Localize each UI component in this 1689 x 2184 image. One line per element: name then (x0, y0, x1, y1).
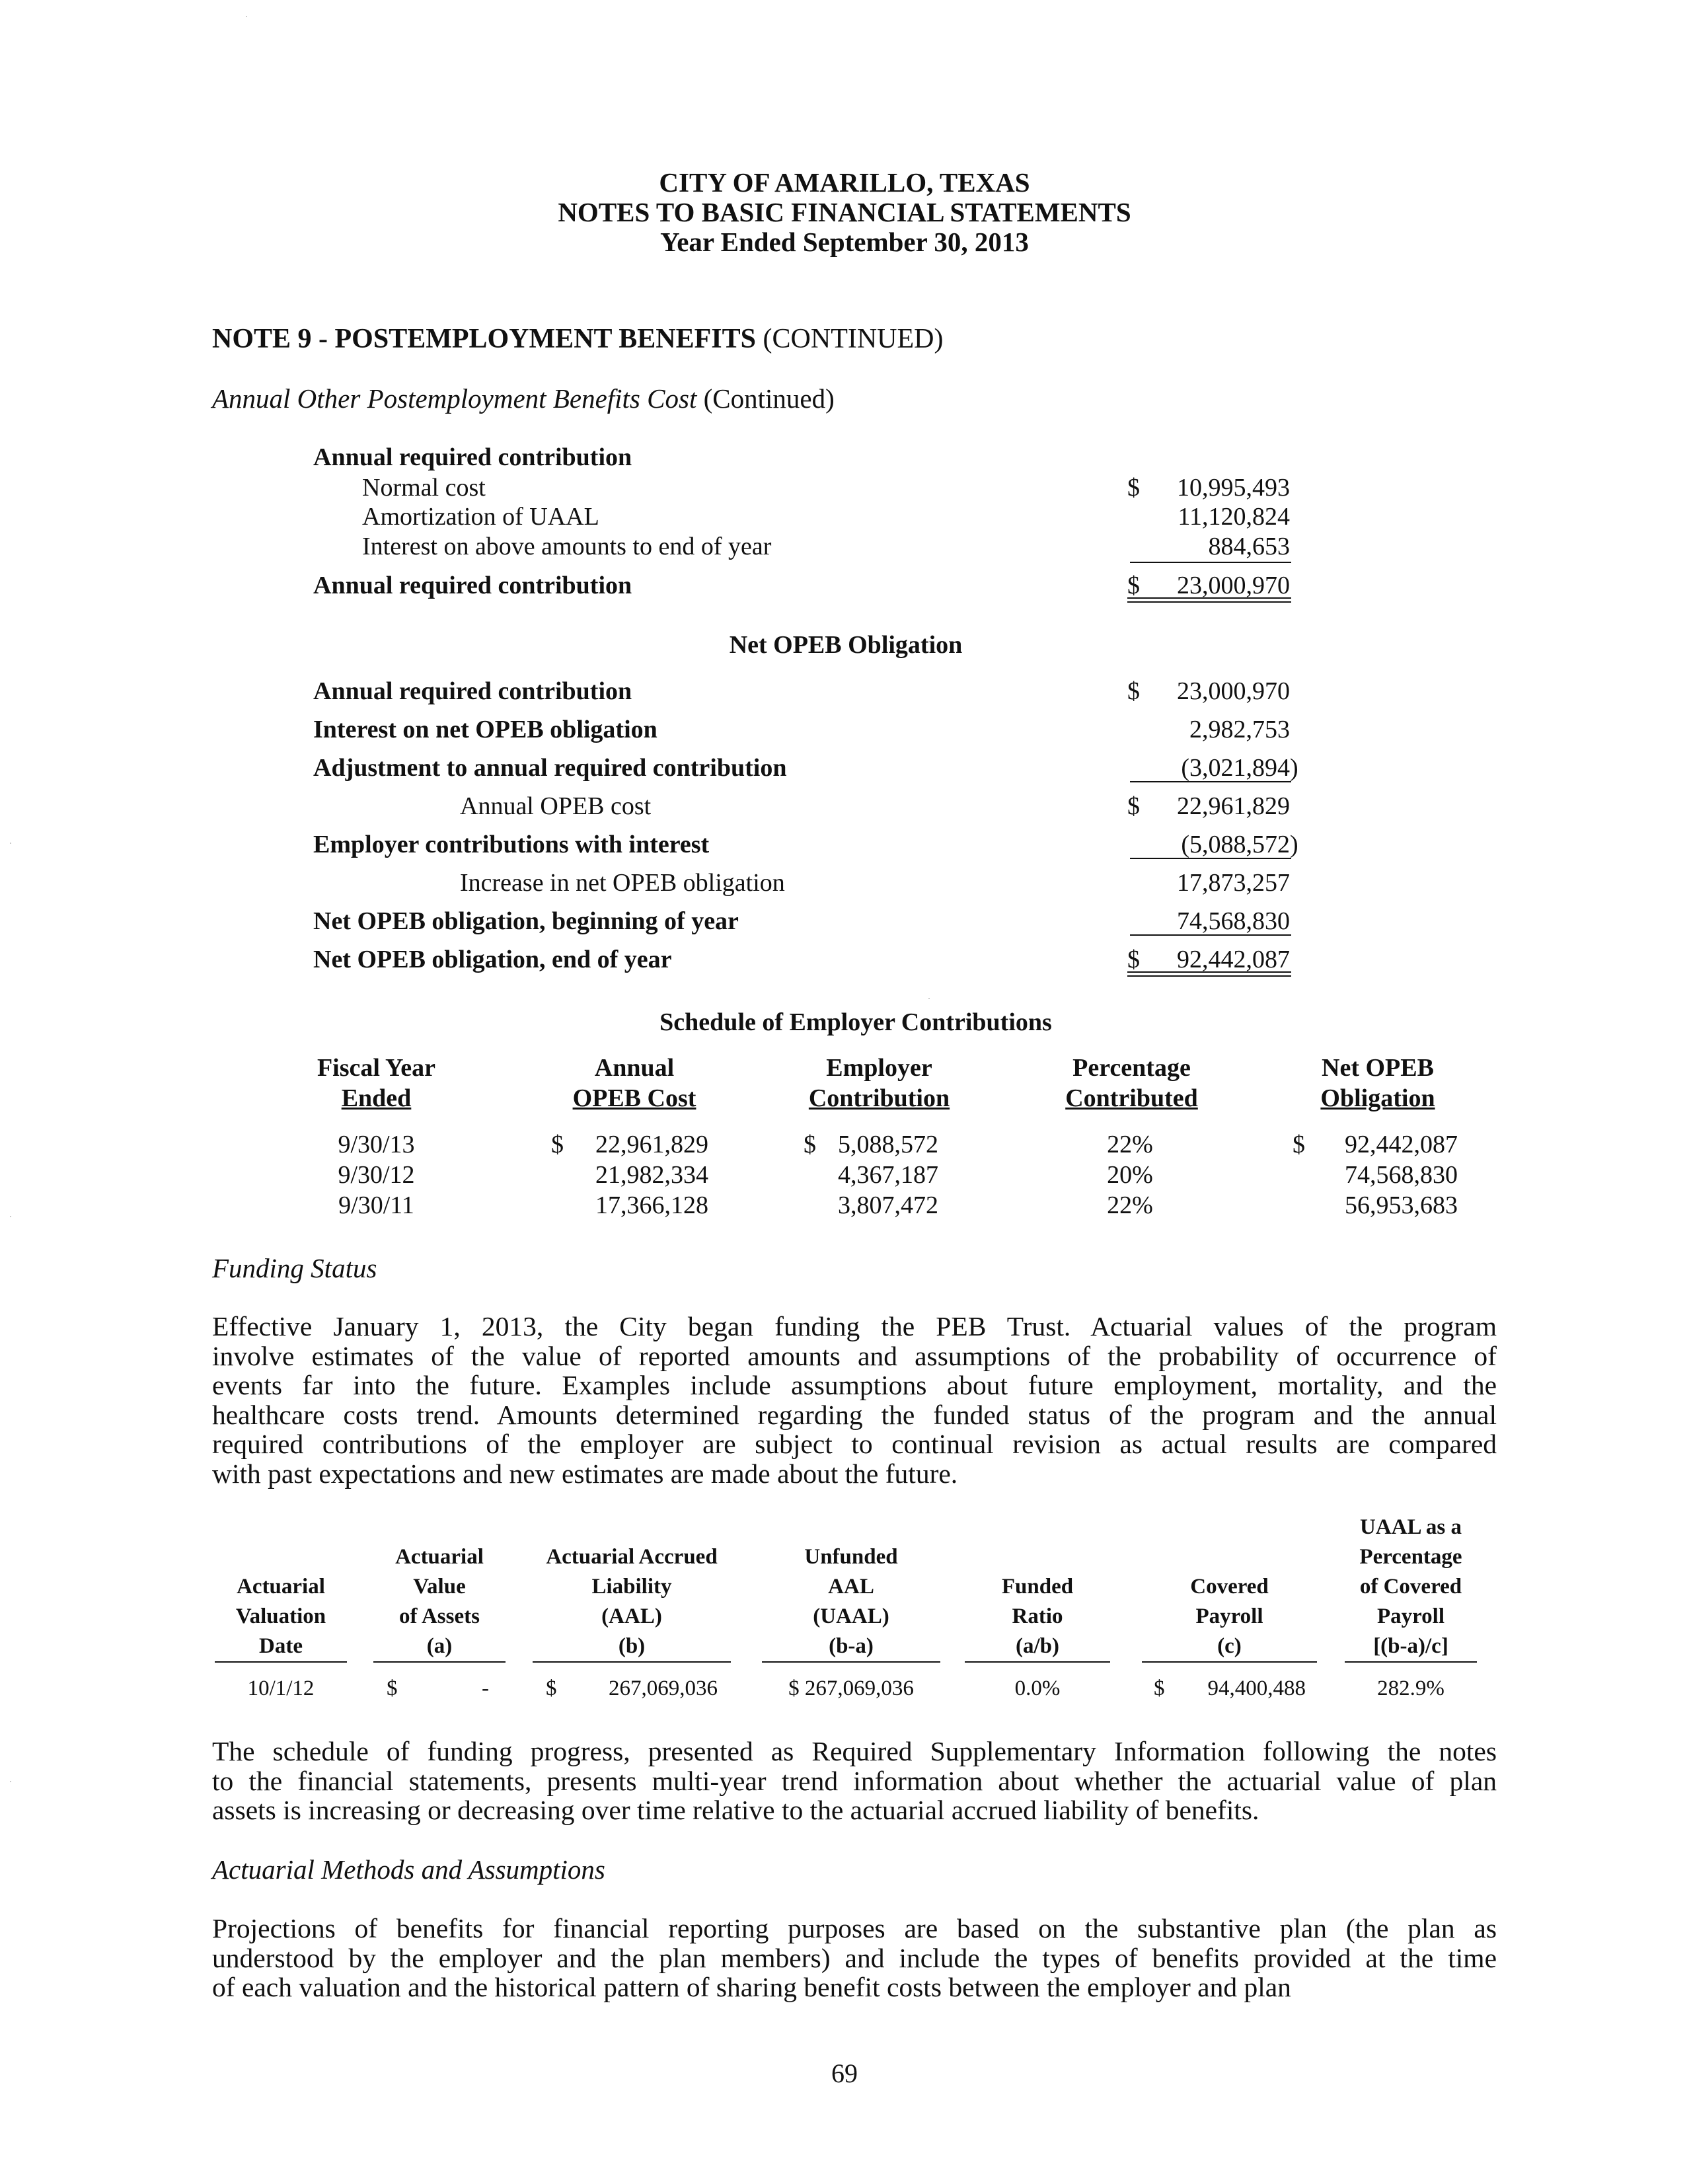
funding-row-aal: 267,069,036 (609, 1676, 718, 1700)
funding-column-header: (b) (618, 1634, 646, 1658)
opeb-row-value: (3,021,894 (1181, 754, 1290, 782)
schedule-contrib: 3,807,472 (838, 1191, 938, 1219)
document-period: Year Ended September 30, 2013 (660, 227, 1029, 257)
opeb-heading: Net OPEB Obligation (729, 631, 963, 659)
funding-column-header: AAL (828, 1575, 874, 1599)
opeb-row-dollar: $ (1127, 677, 1140, 705)
paragraph-line: required contributions of the employer are subject to continual revision as actual results are compared (212, 1429, 1497, 1459)
opeb-row-value: 92,442,087 (1177, 946, 1290, 973)
total-double-rule (1127, 597, 1291, 603)
schedule-column-header: Contribution (808, 1084, 950, 1112)
opeb-row-label: Annual OPEB cost (460, 792, 652, 820)
arc-total-label: Annual required contribution (313, 572, 632, 599)
funding-row-pct: 282.9% (1377, 1676, 1445, 1700)
funding-row-payroll: 94,400,488 (1207, 1676, 1306, 1700)
funding-column-header: (UAAL) (813, 1604, 889, 1628)
schedule-column-header: Contributed (1065, 1084, 1198, 1112)
section-subtitle (212, 383, 835, 414)
scan-speck (246, 16, 247, 17)
funding-column-header: Payroll (1195, 1604, 1263, 1628)
opeb-row-paren: ) (1290, 754, 1298, 782)
funding-row-payroll-dollar: $ (1154, 1676, 1165, 1700)
schedule-column-header: Obligation (1320, 1084, 1435, 1112)
schedule-net-dollar: $ (1293, 1131, 1305, 1158)
funding-column-header: of Assets (399, 1604, 480, 1628)
opeb-row-paren: ) (1290, 831, 1298, 858)
schedule-contrib-dollar: $ (804, 1131, 816, 1158)
schedule-column-header: Employer (826, 1054, 932, 1082)
subtotal-rule (1130, 858, 1291, 859)
schedule-column-header: Fiscal Year (317, 1054, 436, 1082)
schedule-contrib: 5,088,572 (838, 1131, 938, 1158)
funding-column-header: Actuarial Accrued (546, 1545, 718, 1569)
opeb-row-dollar: $ (1127, 792, 1140, 820)
header-underline (533, 1661, 731, 1663)
schedule-column-header: Annual (594, 1054, 675, 1082)
paragraph-line: The schedule of funding progress, presented as Required Supplementary Information following the notes (212, 1736, 1497, 1766)
opeb-row-label: Interest on net OPEB obligation (313, 716, 657, 743)
paragraph-line: assets is increasing or decreasing over time relative to the actuarial accrued liability of benefits. (212, 1795, 1259, 1825)
paragraph-line: Projections of benefits for financial reporting purposes are based on the substantive plan (the plan as (212, 1913, 1497, 1943)
funding-column-header: of Covered (1359, 1575, 1462, 1599)
funding-row-aal-dollar: $ (546, 1676, 557, 1700)
paragraph-line: of each valuation and the historical pattern of sharing benefit costs between the employer and plan (212, 1972, 1291, 2002)
note-title-rest: (CONTINUED) (756, 324, 944, 354)
schedule-pct: 20% (1107, 1161, 1153, 1189)
opeb-row-label: Net OPEB obligation, beginning of year (313, 907, 739, 935)
arc-item-value: 884,653 (1208, 533, 1290, 560)
paragraph-line: Effective January 1, 2013, the City began funding the PEB Trust. Actuarial values of the program (212, 1311, 1497, 1341)
progress-paragraph (212, 1737, 1497, 1825)
funding-column-header: Liability (591, 1575, 672, 1599)
scan-speck (10, 843, 11, 844)
opeb-row-label: Net OPEB obligation, end of year (313, 946, 672, 973)
subtotal-rule (1130, 934, 1291, 936)
methods-heading: Actuarial Methods and Assumptions (212, 1854, 605, 1885)
funding-column-header: (AAL) (601, 1604, 662, 1628)
funding-column-header: UAAL as a (1359, 1515, 1462, 1539)
methods-paragraph (212, 1914, 1497, 2002)
funding-column-header: [(b-a)/c] (1373, 1634, 1448, 1658)
arc-item-dollar: $ (1127, 474, 1140, 502)
funding-column-header: (a) (426, 1634, 453, 1658)
note-title (212, 324, 943, 354)
schedule-contrib: 4,367,187 (838, 1161, 938, 1189)
funding-column-header: (a/b) (1016, 1634, 1059, 1658)
opeb-row-value: 23,000,970 (1177, 677, 1290, 705)
document-title: CITY OF AMARILLO, TEXAS (659, 167, 1030, 198)
schedule-pct: 22% (1107, 1191, 1153, 1219)
arc-item-value: 10,995,493 (1177, 474, 1290, 502)
paragraph-line: events far into the future. Examples include assumptions about future employment, mortality, and the (212, 1370, 1497, 1400)
funding-column-header: Actuarial (395, 1545, 484, 1569)
funding-paragraph (212, 1312, 1497, 1488)
schedule-cost: 17,366,128 (595, 1191, 708, 1219)
opeb-row-value: 74,568,830 (1177, 907, 1290, 935)
header-underline (1345, 1661, 1477, 1663)
funding-column-header: Percentage (1359, 1545, 1462, 1569)
section-subtitle-italic: Annual Other Postemployment Benefits Cost (212, 383, 697, 414)
paragraph-line: healthcare costs trend. Amounts determined regarding the funded status of the program and the annual (212, 1399, 1497, 1430)
opeb-row-label: Adjustment to annual required contribution (313, 754, 787, 782)
paragraph-line: to the financial statements, presents multi-year trend information about whether the actuarial value of plan (212, 1765, 1497, 1796)
opeb-row-label: Employer contributions with interest (313, 831, 710, 858)
arc-item-label: Interest on above amounts to end of year (362, 533, 772, 560)
schedule-column-header: Percentage (1072, 1054, 1191, 1082)
paragraph-line: understood by the employer and the plan members) and include the types of benefits provided at the time (212, 1942, 1497, 1973)
section-subtitle-rest: (Continued) (696, 383, 835, 414)
funding-column-header: Valuation (235, 1604, 326, 1628)
scan-speck (928, 998, 930, 999)
header-underline (215, 1661, 347, 1663)
funding-column-header: Funded (1001, 1575, 1074, 1599)
funding-row-ratio: 0.0% (1014, 1676, 1061, 1700)
schedule-cost-dollar: $ (551, 1131, 564, 1158)
paragraph-line: with past expectations and new estimates are made about the future. (212, 1458, 958, 1489)
schedule-cost: 22,961,829 (595, 1131, 708, 1158)
funding-column-header: Payroll (1376, 1604, 1445, 1628)
funding-column-header: Unfunded (804, 1545, 898, 1569)
funding-column-header: Ratio (1012, 1604, 1063, 1628)
schedule-heading: Schedule of Employer Contributions (659, 1008, 1052, 1036)
schedule-column-header: Ended (341, 1084, 412, 1112)
document-subtitle: NOTES TO BASIC FINANCIAL STATEMENTS (558, 197, 1131, 227)
funding-heading: Funding Status (212, 1253, 377, 1283)
arc-total-dollar: $ (1127, 572, 1140, 599)
funding-column-header: (b-a) (829, 1634, 874, 1658)
opeb-row-value: 17,873,257 (1177, 869, 1290, 897)
header-underline (762, 1661, 940, 1663)
schedule-net: 74,568,830 (1345, 1161, 1458, 1189)
funding-row-assets-dollar: $ (387, 1676, 398, 1700)
page-number: 69 (831, 2058, 858, 2088)
schedule-year: 9/30/11 (338, 1191, 414, 1219)
schedule-net: 92,442,087 (1345, 1131, 1458, 1158)
funding-row-uaal: $ 267,069,036 (788, 1676, 914, 1700)
header-underline (1142, 1661, 1317, 1663)
arc-heading: Annual required contribution (313, 443, 632, 471)
schedule-year: 9/30/13 (338, 1131, 415, 1158)
opeb-row-value: 2,982,753 (1189, 716, 1290, 743)
schedule-column-header: OPEB Cost (572, 1084, 696, 1112)
opeb-row-label: Annual required contribution (313, 677, 632, 705)
funding-row-assets: - (482, 1676, 489, 1700)
opeb-row-value: (5,088,572 (1181, 831, 1290, 858)
funding-column-header: Value (413, 1575, 466, 1599)
total-double-rule (1127, 971, 1291, 977)
funding-column-header: Covered (1190, 1575, 1269, 1599)
opeb-row-dollar: $ (1127, 946, 1140, 973)
opeb-row-value: 22,961,829 (1177, 792, 1290, 820)
schedule-cost: 21,982,334 (595, 1161, 708, 1189)
arc-item-label: Normal cost (362, 474, 486, 502)
funding-column-header: (c) (1217, 1634, 1242, 1658)
scan-speck (10, 1216, 11, 1217)
header-underline (965, 1661, 1110, 1663)
schedule-column-header: Net OPEB (1322, 1054, 1434, 1082)
arc-item-value: 11,120,824 (1178, 503, 1290, 531)
scan-speck (10, 1781, 11, 1782)
note-title-bold: NOTE 9 - POSTEMPLOYMENT BENEFITS (212, 324, 757, 354)
paragraph-line: involve estimates of the value of reported amounts and assumptions of the probability of occurrence of (212, 1340, 1497, 1371)
subtotal-rule (1130, 562, 1291, 563)
arc-item-label: Amortization of UAAL (362, 503, 599, 531)
funding-column-header: Date (259, 1634, 303, 1658)
funding-row-date: 10/1/12 (247, 1676, 315, 1700)
header-underline (373, 1661, 506, 1663)
schedule-net: 56,953,683 (1345, 1191, 1458, 1219)
arc-total-value: 23,000,970 (1177, 572, 1290, 599)
funding-column-header: Actuarial (237, 1575, 325, 1599)
schedule-year: 9/30/12 (338, 1161, 415, 1189)
subtotal-rule (1130, 781, 1291, 782)
schedule-pct: 22% (1107, 1131, 1153, 1158)
opeb-row-label: Increase in net OPEB obligation (460, 869, 785, 897)
